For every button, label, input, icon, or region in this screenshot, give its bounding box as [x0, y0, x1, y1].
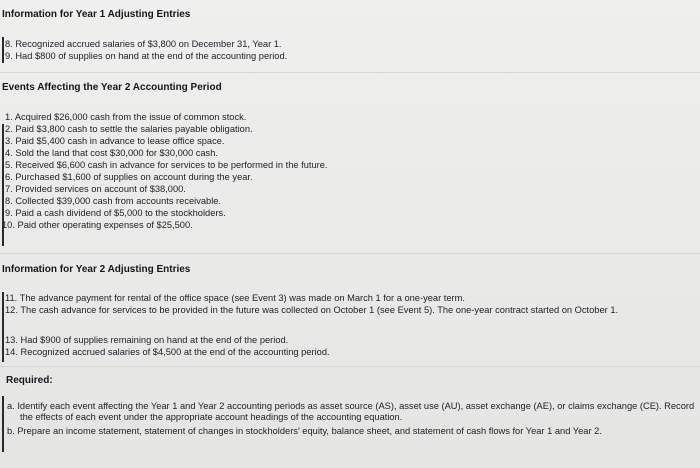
year2-events-heading: Events Affecting the Year 2 Accounting Period: [2, 82, 222, 93]
list-item: 5. Received $6,600 cash in advance for services to be performed in the future.: [5, 160, 328, 170]
list-item: 7. Provided services on account of $38,000.: [5, 184, 186, 194]
year2-adjusting-heading: Information for Year 2 Adjusting Entries: [2, 264, 191, 275]
list-item: 2. Paid $3,800 cash to settle the salaries payable obligation.: [5, 124, 253, 134]
section-divider: [0, 72, 700, 73]
list-margin-bar: [2, 292, 4, 362]
section-divider: [0, 253, 700, 254]
list-item: 6. Purchased $1,600 of supplies on account during the year.: [5, 172, 253, 182]
year1-adjusting-heading: Information for Year 1 Adjusting Entries: [2, 9, 191, 20]
list-item: 9. Paid a cash dividend of $5,000 to the stockholders.: [5, 208, 226, 218]
list-item: 10. Paid other operating expenses of $25,500.: [2, 220, 193, 230]
list-item: 12. The cash advance for services to be provided in the future was collected on October 1 (see Event 5). The one-year contract started on October 1.: [5, 305, 619, 315]
list-item: 4. Sold the land that cost $30,000 for $30,000 cash.: [5, 148, 218, 158]
list-item: 14. Recognized accrued salaries of $4,500 at the end of the accounting period.: [5, 347, 330, 357]
list-item: 1. Acquired $26,000 cash from the issue of common stock.: [5, 112, 247, 122]
list-item: 13. Had $900 of supplies remaining on hand at the end of the period.: [5, 335, 289, 345]
list-item: 11. The advance payment for rental of the office space (see Event 3) was made on March 1 for a one-year term.: [5, 293, 465, 303]
list-item: a. Identify each event affecting the Year 1 and Year 2 accounting periods as asset source (AS), asset use (AU), asset exchange (AE), or claims exchange (CE). Record the effects of each event under the appropriate account headings of the accounting equation.: [7, 401, 695, 423]
list-item: 8. Collected $39,000 cash from accounts receivable.: [5, 196, 222, 206]
list-item: 9. Had $800 of supplies on hand at the end of the accounting period.: [5, 51, 288, 61]
list-item: 8. Recognized accrued salaries of $3,800 on December 31, Year 1.: [5, 39, 282, 49]
section-divider: [0, 366, 700, 367]
required-heading: Required:: [6, 375, 53, 386]
list-item: 3. Paid $5,400 cash in advance to lease office space.: [5, 136, 225, 146]
list-item: b. Prepare an income statement, statement of changes in stockholders' equity, balance sheet, and statement of cash flows for Year 1 and Year 2.: [7, 426, 602, 436]
list-margin-bar: [2, 396, 4, 452]
list-margin-bar: [2, 37, 4, 63]
